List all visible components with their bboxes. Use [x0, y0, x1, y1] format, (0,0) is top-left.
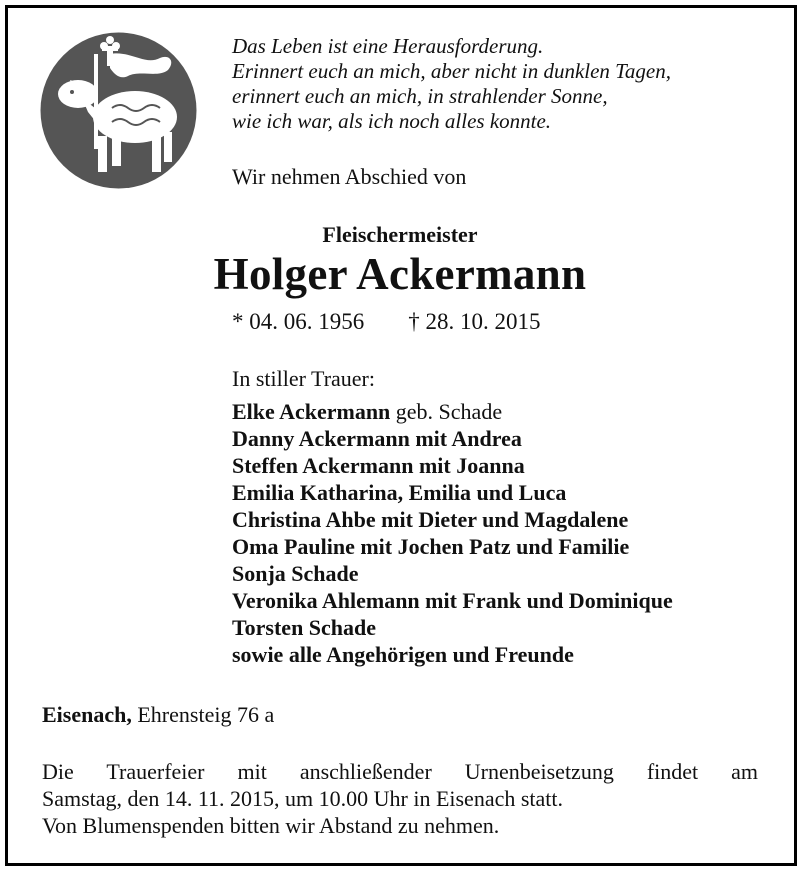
mourner-line: Oma Pauline mit Jochen Patz und Familie	[232, 534, 630, 559]
birth-date: * 04. 06. 1956	[232, 309, 365, 334]
mourner-line: Christina Ahbe mit Dieter und Magdalene	[232, 507, 629, 532]
emblem	[40, 32, 197, 189]
mourner-name: Elke Ackermann	[232, 399, 391, 424]
notice-line: Samstag, den 14. 11. 2015, um 10.00 Uhr in Eisenach statt.	[42, 786, 564, 811]
mourning-label: In stiller Trauer:	[232, 366, 375, 391]
mourner-maiden-name: geb. Schade	[390, 399, 503, 424]
death-date: † 28. 10. 2015	[408, 309, 541, 334]
deceased-name: Holger Ackermann	[213, 249, 587, 299]
mourner-line: Sonja Schade	[232, 561, 359, 586]
mourner-line: Danny Ackermann mit Andrea	[232, 426, 522, 451]
mourner-line: Steffen Ackermann mit Joanna	[232, 453, 525, 478]
poem-line: Erinnert euch an mich, aber nicht in dunklen Tagen,	[232, 59, 671, 83]
funeral-notice	[42, 758, 758, 839]
mourner-line: Veronika Ahlemann mit Frank und Dominique	[232, 588, 673, 613]
poem-line: erinnert euch an mich, in strahlender Sonne,	[232, 84, 608, 108]
mourner-line: sowie alle Angehörigen und Freunde	[232, 642, 574, 667]
address	[42, 702, 274, 728]
mourner-line	[232, 398, 673, 425]
mourner-line: Emilia Katharina, Emilia und Luca	[232, 480, 567, 505]
deceased-title: Fleischermeister	[322, 222, 478, 247]
farewell-text: Wir nehmen Abschied von	[232, 164, 467, 189]
poem-line: Das Leben ist eine Herausforderung.	[232, 34, 544, 58]
life-dates	[232, 309, 541, 335]
notice-line: Von Blumenspenden bitten wir Abstand zu nehmen.	[42, 813, 500, 838]
poem-line: wie ich war, als ich noch alles konnte.	[232, 109, 552, 133]
lamb-of-god-icon	[40, 32, 197, 189]
address-street: Ehrensteig 76 a	[131, 702, 275, 727]
address-city: Eisenach,	[42, 702, 132, 727]
mourner-line: Torsten Schade	[232, 615, 377, 640]
mourners-list	[232, 398, 673, 668]
notice-line: Die Trauerfeier mit anschließender Urnenbeisetzung findet am	[42, 759, 758, 784]
poem	[232, 34, 671, 134]
